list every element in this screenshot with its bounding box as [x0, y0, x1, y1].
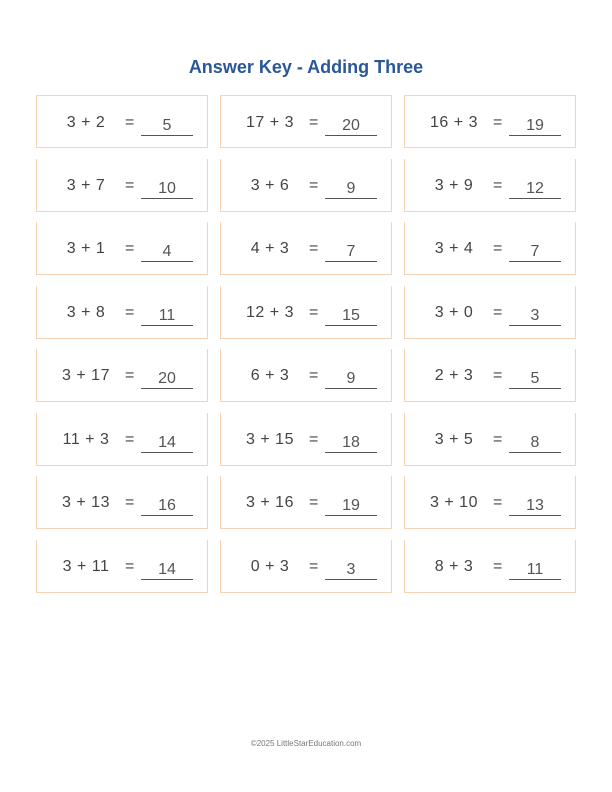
problem-cell [220, 540, 392, 593]
problem-cell [404, 95, 576, 148]
equals-sign: = [493, 176, 503, 194]
problem-expression: 3 + 8 [66, 303, 106, 321]
answer-blank: 10 [141, 180, 193, 199]
answer-blank: 19 [509, 117, 561, 136]
problem-cell [36, 349, 208, 402]
problem-cell [36, 159, 208, 212]
answer-blank: 13 [509, 497, 561, 516]
equals-sign: = [125, 176, 135, 194]
equals-sign: = [309, 557, 319, 575]
problem-expression: 0 + 3 [250, 557, 290, 575]
answer-blank: 12 [509, 180, 561, 199]
problem-cell [220, 413, 392, 466]
equals-sign: = [125, 557, 135, 575]
problem-expression: 3 + 1 [66, 240, 106, 257]
problem-expression: 3 + 9 [434, 176, 474, 194]
equals-sign: = [125, 494, 135, 511]
problem-cell [36, 95, 208, 148]
problem-cell [220, 95, 392, 148]
answer-blank: 5 [509, 370, 561, 389]
equals-sign: = [493, 494, 503, 511]
equals-sign: = [493, 430, 503, 448]
problem-cell [36, 476, 208, 529]
problem-expression: 3 + 7 [66, 176, 106, 194]
problem-cell [220, 349, 392, 402]
copyright-footer: ©2025 LittleStarEducation.com [250, 739, 362, 748]
problem-expression: 3 + 0 [434, 303, 474, 321]
answer-blank: 9 [325, 180, 377, 199]
problem-cell [404, 349, 576, 402]
equals-sign: = [309, 240, 319, 257]
answer-blank: 16 [141, 497, 193, 516]
answer-blank: 8 [509, 434, 561, 453]
problem-cell [404, 540, 576, 593]
problem-cell [404, 222, 576, 275]
problem-cell [220, 286, 392, 339]
equals-sign: = [125, 303, 135, 321]
problem-expression: 8 + 3 [434, 557, 474, 575]
answer-blank: 20 [325, 117, 377, 136]
answer-blank: 11 [141, 307, 193, 326]
equals-sign: = [309, 367, 319, 384]
problem-cell [220, 476, 392, 529]
problem-expression: 3 + 5 [434, 430, 474, 448]
problem-expression: 12 + 3 [246, 303, 294, 321]
equals-sign: = [309, 430, 319, 448]
answer-blank: 7 [509, 243, 561, 262]
problem-expression: 3 + 10 [430, 494, 478, 511]
equals-sign: = [309, 176, 319, 194]
equals-sign: = [125, 367, 135, 384]
problem-expression: 3 + 11 [62, 557, 110, 575]
problem-expression: 4 + 3 [250, 240, 290, 257]
problem-expression: 16 + 3 [430, 114, 478, 131]
answer-blank: 15 [325, 307, 377, 326]
problem-expression: 6 + 3 [250, 367, 290, 384]
equals-sign: = [309, 114, 319, 131]
equals-sign: = [125, 114, 135, 131]
answer-blank: 3 [325, 561, 377, 580]
problem-expression: 3 + 2 [66, 114, 106, 131]
answer-blank: 5 [141, 117, 193, 136]
problem-expression: 3 + 16 [246, 494, 294, 511]
equals-sign: = [493, 367, 503, 384]
answer-blank: 14 [141, 561, 193, 580]
problem-expression: 3 + 13 [62, 494, 110, 511]
equals-sign: = [493, 557, 503, 575]
equals-sign: = [493, 303, 503, 321]
answer-blank: 3 [509, 307, 561, 326]
answer-blank: 11 [509, 561, 561, 580]
problem-expression: 11 + 3 [62, 430, 110, 448]
problem-expression: 3 + 4 [434, 240, 474, 257]
problem-grid [36, 95, 576, 593]
answer-blank: 18 [325, 434, 377, 453]
problem-cell [36, 540, 208, 593]
problem-cell [404, 159, 576, 212]
problem-expression: 3 + 6 [250, 176, 290, 194]
equals-sign: = [493, 240, 503, 257]
answer-blank: 19 [325, 497, 377, 516]
answer-blank: 20 [141, 370, 193, 389]
problem-cell [36, 222, 208, 275]
equals-sign: = [493, 114, 503, 131]
problem-expression: 17 + 3 [246, 114, 294, 131]
answer-blank: 4 [141, 243, 193, 262]
problem-cell [36, 286, 208, 339]
problem-cell [220, 159, 392, 212]
problem-cell [404, 413, 576, 466]
problem-expression: 3 + 15 [246, 430, 294, 448]
equals-sign: = [125, 430, 135, 448]
page-title: Answer Key - Adding Three [188, 57, 424, 77]
equals-sign: = [125, 240, 135, 257]
answer-blank: 14 [141, 434, 193, 453]
problem-cell [220, 222, 392, 275]
problem-expression: 2 + 3 [434, 367, 474, 384]
answer-blank: 7 [325, 243, 377, 262]
problem-expression: 3 + 17 [62, 367, 110, 384]
equals-sign: = [309, 494, 319, 511]
answer-blank: 9 [325, 370, 377, 389]
problem-cell [36, 413, 208, 466]
problem-cell [404, 286, 576, 339]
equals-sign: = [309, 303, 319, 321]
problem-cell [404, 476, 576, 529]
